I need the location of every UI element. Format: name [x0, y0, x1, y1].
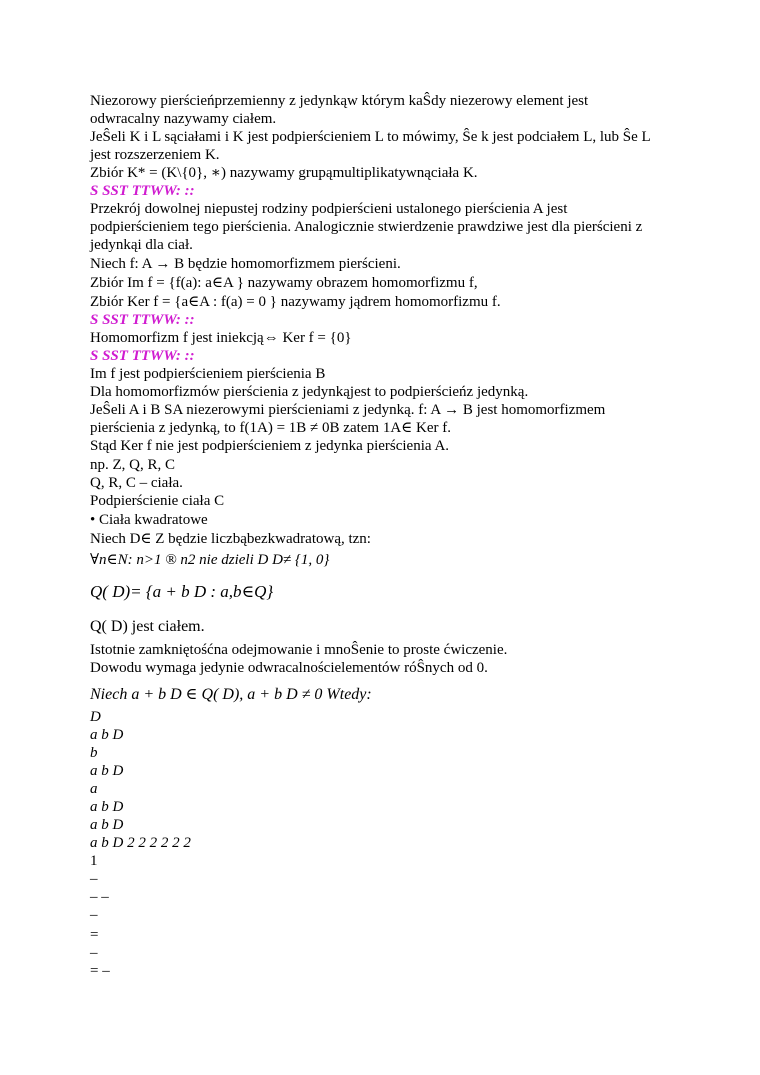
text-line: Istotnie zamkniętośćna odejmowanie i mnoŜenie to proste ćwiczenie.	[90, 642, 508, 658]
text-line: JeŜeli K i L sąciałami i K jest podpierścieniem L to mówimy, Ŝe k jest podciałem L, lub Ŝe L	[90, 129, 651, 145]
text-line: Podpierścienie ciała C	[90, 493, 225, 509]
text-line: Zbiór Ker f = {a∈A : f(a) = 0 } nazywamy jądrem homomorfizmu f.	[90, 294, 501, 310]
fragment-line: D	[90, 709, 101, 725]
theorem-marker: S SST TTWW: ::	[90, 348, 195, 364]
bullet-item: • Ciała kwadratowe	[90, 512, 208, 528]
text-line: jedynkąi dla ciał.	[90, 237, 193, 253]
theorem-marker: S SST TTWW: ::	[90, 183, 195, 199]
fragment-line: 1	[90, 853, 98, 869]
text-line: JeŜeli A i B SA niezerowymi pierścieniami z jedynką. f: A → B jest homomorfizmem	[90, 402, 606, 418]
fragment-line: – –	[90, 889, 109, 905]
text-line: Q, R, C – ciała.	[90, 475, 183, 491]
text-line: pierścienia z jedynką, to f(1A) = 1B ≠ 0B zatem 1A∈ Ker f.	[90, 420, 452, 436]
text-line: jest rozszerzeniem K.	[90, 147, 220, 163]
fragment-line: –	[90, 907, 98, 923]
fragment-line: a	[90, 781, 98, 797]
example-line: np. Z, Q, R, C	[90, 457, 176, 473]
formula-line: Q( D)= {a + b D : a,b∈Q}	[90, 582, 274, 601]
fragment-line: = –	[90, 963, 110, 979]
fragment-line: –	[90, 871, 98, 887]
text-line: podpierścieniem tego pierścienia. Analogicznie stwierdzenie prawdziwe jest dla pierścieni z	[90, 219, 643, 235]
fragment-line: b	[90, 745, 98, 761]
formula-line: ∀n∈N: n>1 ® n2 nie dzieli D D≠ {1, 0}	[90, 552, 330, 568]
text-line: Niech f: A → B będzie homomorfizmem pierścieni.	[90, 256, 401, 272]
theorem-marker: S SST TTWW: ::	[90, 312, 195, 328]
fragment-line: a b D	[90, 763, 124, 779]
fragment-line: a b D 2 2 2 2 2 2	[90, 835, 191, 851]
fragment-line: a b D	[90, 817, 124, 833]
formula-line: Q( D) jest ciałem.	[90, 618, 205, 635]
text-line: Dla homomorfizmów pierścienia z jedynkąjest to podpierścieńz jedynką.	[90, 384, 529, 400]
text-line: odwracalny nazywamy ciałem.	[90, 111, 277, 127]
formula-line: Niech a + b D ∈ Q( D), a + b D ≠ 0 Wtedy:	[90, 686, 372, 703]
text-line: Niech D∈ Z będzie liczbąbezkwadratową, tzn:	[90, 531, 371, 547]
text-line: Homomorfizm f jest iniekcją⇔ Ker f = {0}	[90, 330, 352, 346]
text-line: Zbiór K* = (K\{0}, ∗) nazywamy grupąmultiplikatywnąciała K.	[90, 165, 478, 181]
text-line: Przekrój dowolnej niepustej rodziny podpierścieni ustalonego pierścienia A jest	[90, 201, 568, 217]
text-line: Zbiór Im f = {f(a): a∈A } nazywamy obrazem homomorfizmu f,	[90, 275, 478, 291]
text-line: Dowodu wymaga jedynie odwracalnościelementów róŜnych od 0.	[90, 660, 488, 676]
text-line: Niezorowy pierścieńprzemienny z jedynkąw którym kaŜdy niezerowy element jest	[90, 93, 589, 109]
fragment-line: –	[90, 945, 98, 961]
fragment-line: a b D	[90, 727, 124, 743]
fragment-line: =	[90, 927, 99, 943]
text-line: Stąd Ker f nie jest podpierścieniem z jedynka pierścienia A.	[90, 438, 450, 454]
text-line: Im f jest podpierścieniem pierścienia B	[90, 366, 326, 382]
fragment-line: a b D	[90, 799, 124, 815]
